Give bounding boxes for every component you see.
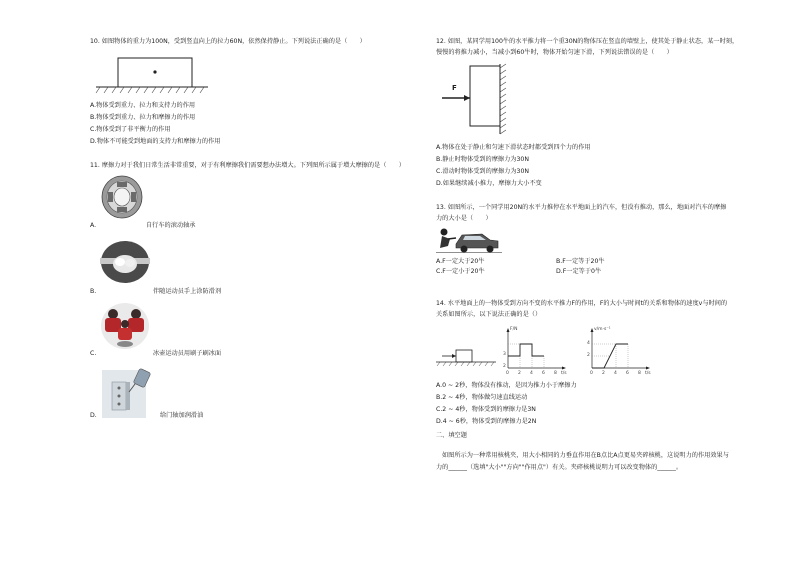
- q12-option-c: C.滑动时物体受到的摩擦力为30N: [436, 168, 530, 175]
- q14-block-figure: [436, 346, 496, 368]
- q13-option-d: D.F一定等于0牛: [556, 268, 602, 275]
- fill-question-line1: 如图所示为一种常用核桃夹，用大小相同的力垂直作用在B点比A点更易夹碎核桃，这说明力的作用效果与: [442, 452, 729, 459]
- f-graph-ylabel: F/N: [510, 327, 518, 332]
- q10-figure: [92, 54, 212, 96]
- q11-option-b-label: 伴随运动员手上涂防滑剂: [153, 288, 222, 295]
- f-graph-xtick: 0: [506, 371, 509, 376]
- f-graph-ytick: 2: [503, 364, 506, 369]
- v-graph-xtick: 2: [602, 371, 605, 376]
- f-graph-xlabel: t/s: [561, 371, 567, 376]
- q10-option-c: C.物体受到了非平衡力的作用: [90, 126, 171, 133]
- fill-question-line2: 力的______（选填"大小""方向""作用点"）有关。夹碎核桃说明力可以改变物体的______。: [436, 464, 683, 471]
- q11-option-c-label: 冰壶运动员用刷子刷冰面: [153, 350, 222, 357]
- q12-option-a: A.物体在处于静止和匀速下滑状态时都受到四个力的作用: [436, 144, 591, 151]
- v-graph-ytick: 2: [587, 353, 590, 358]
- gymnast-hands-image: [100, 240, 150, 284]
- q10-stem: 10. 如图物体的重力为100N，受到竖直向上的拉力60N，依然保持静止。下列说法正确的是（ ）: [90, 38, 366, 45]
- f-graph-ytick: 3: [503, 352, 506, 357]
- curling-team-image: [100, 302, 150, 350]
- v-graph-xtick: 0: [590, 371, 593, 376]
- q11-option-a-label: 自行车的滚动轴承: [146, 222, 196, 229]
- q12-force-label: F: [452, 84, 457, 92]
- f-graph-xtick: 6: [542, 371, 545, 376]
- q13-stem-line1: 13. 如图所示，一个同学用20N的水平力推停在水平地面上的汽车，但没有推动，那么，地面对汽车的摩擦: [436, 204, 727, 211]
- q14-option-b: B.2 ~ 4秒，物体做匀速直线运动: [436, 394, 528, 401]
- q11-option-d-label: 给门轴加润滑油: [160, 412, 204, 419]
- f-graph-xtick: 4: [530, 371, 533, 376]
- v-graph-xlabel: t/s: [645, 371, 651, 376]
- q10-option-a: A.物体受到重力、拉力和支持力的作用: [90, 102, 196, 109]
- q11-stem: 11. 摩擦力对于我们日常生活非常重要，对于有利摩擦我们需要想办法增大。下列图所示属于增大摩擦的是（ ）: [90, 162, 405, 169]
- q11-option-c-letter: C.: [90, 350, 97, 357]
- q12-option-d: D.如果继续减小推力，摩擦力大小不变: [436, 180, 542, 187]
- push-car-image: [436, 226, 502, 254]
- bearing-image: [100, 174, 144, 220]
- q11-option-b-letter: B.: [90, 288, 97, 295]
- v-graph-ylabel: v/m·s⁻¹: [594, 327, 611, 332]
- q14-option-a: A.0 ~ 2秒，物体没有推动，是因为推力小于摩擦力: [436, 382, 577, 389]
- f-graph-xtick: 8: [554, 371, 557, 376]
- q13-option-a: A.F一定大于20牛: [436, 258, 485, 265]
- q14-stem-line1: 14. 水平地面上的一物体受到方向不变的水平推力F的作用，F的大小与时间t的关系和物体的速度v与时间的: [436, 300, 728, 307]
- q12-stem-line2: 慢慢的将推力减小，当减小到60牛时，物体开始匀速下滑，下列说法错误的是（ ）: [436, 49, 673, 56]
- q13-option-c: C.F一定小于20牛: [436, 268, 485, 275]
- q11-option-a-letter: A.: [90, 222, 97, 229]
- q12-wall-figure: [436, 62, 510, 136]
- v-graph-ytick: 4: [587, 341, 590, 346]
- v-graph-xtick: 4: [614, 371, 617, 376]
- q14-option-c: C.2 ~ 4秒，物体受到的摩擦力是3N: [436, 406, 536, 413]
- q14-option-d: D.4 ~ 6秒，物体受到的摩擦力是2N: [436, 418, 537, 425]
- q10-option-d: D.物体不可能受到地面的支持力和摩擦力的作用: [90, 138, 221, 145]
- q12-stem-line1: 12. 如图，某同学用100牛的水平推力将一个重30N的物体压在竖直的墙壁上，使其处于静止状态，某一时刻，: [436, 38, 739, 45]
- door-hinge-image: [100, 368, 162, 420]
- q11-option-d-letter: D.: [90, 412, 97, 419]
- q13-stem-line2: 力的大小是（ ）: [436, 215, 492, 222]
- v-graph-xtick: 6: [626, 371, 629, 376]
- q13-option-b: B.F一定等于20牛: [556, 258, 605, 265]
- f-graph-xtick: 2: [518, 371, 521, 376]
- q14-stem-line2: 关系如图所示，以下说法正确的是（）: [436, 311, 542, 318]
- q12-option-b: B.静止时物体受到的摩擦力为30N: [436, 156, 529, 163]
- v-graph-xtick: 8: [638, 371, 641, 376]
- section-title: 二、填空题: [436, 432, 467, 439]
- q10-option-b: B.物体受到重力、拉力和摩擦力的作用: [90, 114, 196, 121]
